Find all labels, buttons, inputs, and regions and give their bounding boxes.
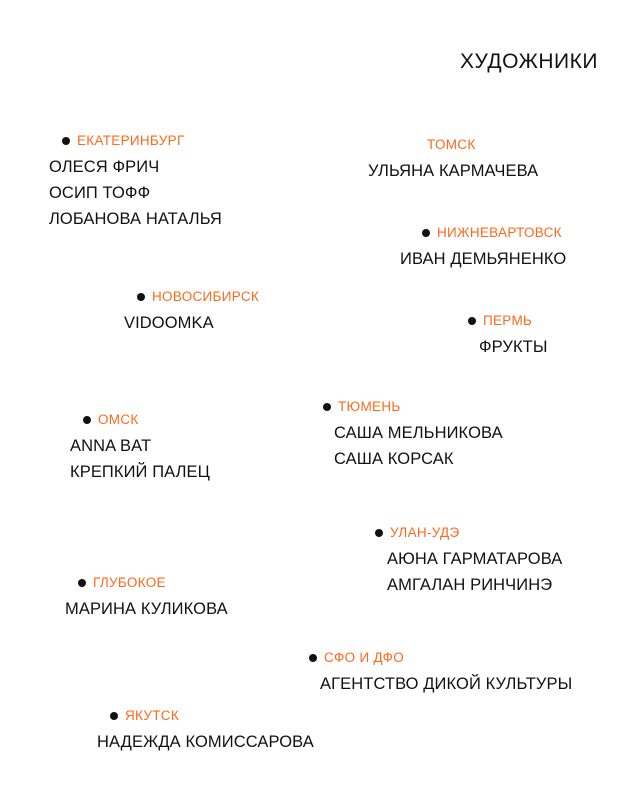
city-group-nizhnevartovsk [400, 224, 567, 272]
city-row [93, 574, 228, 592]
city-row [98, 411, 210, 429]
city-group-ulan-ude [387, 524, 563, 598]
city-row [152, 288, 259, 306]
artist-name: АГЕНТСТВО ДИКОЙ КУЛЬТУРЫ [320, 675, 573, 693]
city-label: УЛАН-УДЭ [390, 525, 460, 540]
artist-list [124, 310, 259, 336]
bullet-dot-icon [422, 229, 430, 237]
city-label: НОВОСИБИРСК [152, 289, 260, 304]
city-label: СФО И ДФО [324, 650, 405, 665]
artist-name: ИВАН ДЕМЬЯНЕНКО [400, 250, 567, 268]
artist-list [70, 433, 210, 485]
artist-list [320, 671, 572, 697]
bullet-dot-icon [83, 416, 91, 424]
city-row [125, 707, 314, 725]
artist-name: МАРИНА КУЛИКОВА [65, 600, 228, 618]
city-group-tyumen [334, 398, 503, 472]
city-label: НИЖНЕВАРТОВСК [437, 225, 562, 240]
city-group-yakutsk [97, 707, 314, 755]
bullet-dot-icon [62, 137, 70, 145]
artist-name: ANNA BAT [70, 437, 152, 455]
artist-name: САША КОРСАК [334, 450, 454, 468]
artist-list [49, 154, 222, 232]
artist-name: ОСИП ТОФФ [49, 184, 151, 202]
artist-name: УЛЬЯНА КАРМАЧЕВА [368, 162, 539, 180]
city-row [338, 398, 503, 416]
artist-name: VIDOOMKA [124, 314, 214, 332]
bullet-dot-icon [137, 293, 145, 301]
artist-list [65, 596, 228, 622]
artist-name: ОЛЕСЯ ФРИЧ [49, 158, 160, 176]
city-group-ekaterinburg [49, 132, 222, 232]
bullet-dot-icon [309, 654, 317, 662]
artist-list [387, 546, 562, 598]
city-row [437, 224, 566, 242]
artist-list [400, 246, 566, 272]
artist-list [479, 334, 548, 360]
artist-name: НАДЕЖДА КОМИССАРОВА [97, 733, 314, 751]
city-row [324, 649, 572, 667]
city-group-glubokoe [65, 574, 228, 622]
artist-name: КРЕПКИЙ ПАЛЕЦ [70, 463, 210, 481]
city-label: ТЮМЕНЬ [338, 399, 401, 414]
bullet-dot-icon [110, 712, 118, 720]
city-label: ТОМСК [427, 137, 476, 152]
city-row [390, 524, 562, 542]
bullet-dot-icon [323, 403, 331, 411]
city-group-sfo-dfo [320, 649, 573, 697]
city-label: ОМСК [98, 412, 139, 427]
city-row [483, 312, 548, 330]
bullet-dot-icon [468, 317, 476, 325]
artist-name: ЛОБАНОВА НАТАЛЬЯ [49, 210, 222, 228]
city-label: ГЛУБОКОЕ [93, 575, 166, 590]
city-label: ЯКУТСК [125, 708, 180, 723]
city-row [77, 132, 222, 150]
artist-list [334, 420, 503, 472]
city-label: ЕКАТЕРИНБУРГ [77, 133, 185, 148]
city-label: ПЕРМЬ [483, 313, 533, 328]
city-group-novosibirsk [124, 288, 260, 336]
artist-name: САША МЕЛЬНИКОВА [334, 424, 503, 442]
artist-name: АМГАЛАН РИНЧИНЭ [387, 576, 553, 594]
bullet-dot-icon [375, 529, 383, 537]
bullet-dot-icon [78, 579, 86, 587]
artist-name: АЮНА ГАРМАТАРОВА [387, 550, 563, 568]
city-group-tomsk [368, 136, 539, 184]
city-row [427, 136, 538, 154]
artist-list [368, 158, 538, 184]
artist-list [97, 729, 314, 755]
page-title: ХУДОЖНИКИ [460, 50, 598, 73]
city-group-omsk [70, 411, 210, 485]
artist-name: ФРУКТЫ [479, 338, 548, 356]
city-group-perm [479, 312, 548, 360]
